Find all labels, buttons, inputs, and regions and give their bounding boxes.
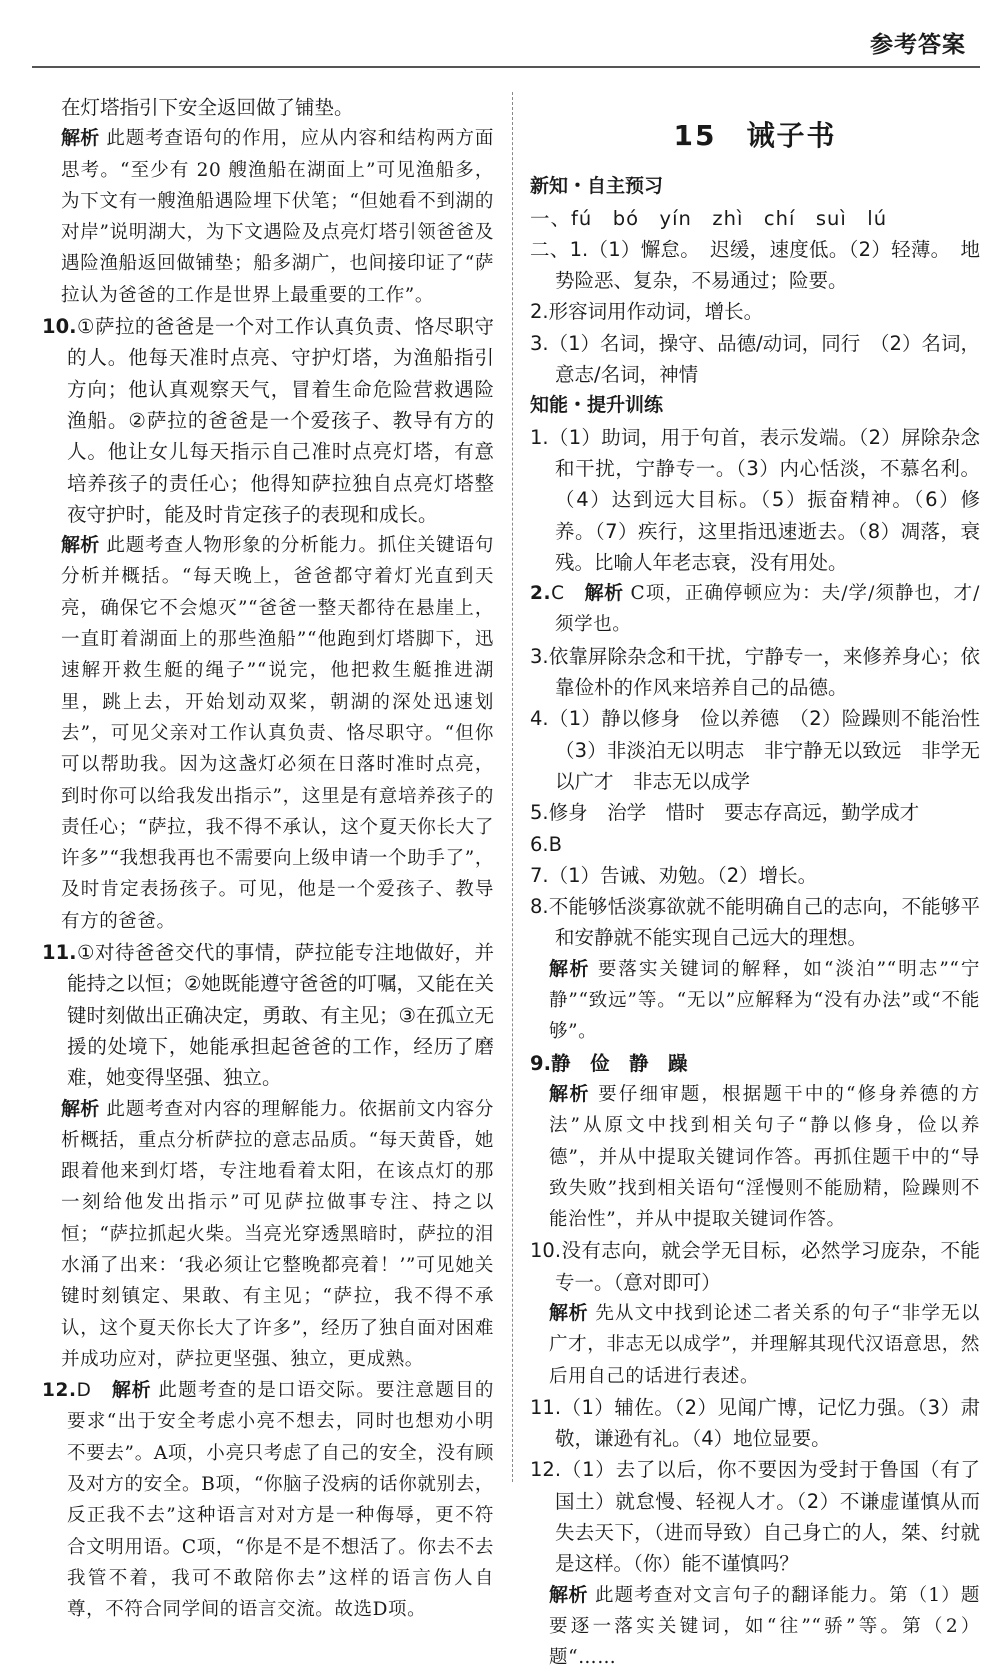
training-answer-1: 1.（1）助词，用于句首，表示发端。（2）屏除杂念和干扰，宁静专一。（3）内心恬淡，不慕名利。（4）达到远大目标。（5）振奋精神。（6）修养。（7）疾行，这里指迅速逝去。（8）凋落，衰残。比喻人年老志衰，没有用处。 (530, 425, 980, 574)
section-training-heading: 知能・提升训练 (530, 394, 664, 417)
q10-answer (42, 311, 494, 530)
analysis-text: C项，正确停顿应为：夫/学/须静也，才/须学也。 (555, 583, 980, 636)
page-section-title: 参考答案 (870, 32, 966, 58)
training-answer-4: 4.（1）静以修身 俭以养德 （2）险躁则不能治性 （3）非淡泊无以明志 非宁静无以致远 非学无以广才 非志无以成学 (530, 707, 1000, 793)
answer-choice: C (551, 583, 565, 605)
analysis-text: 此题考查对文言句子的翻译能力。第（1）题要逐一落实关键词，如“往”“骄”等。第（2）题“…… (549, 1584, 980, 1669)
training-answer-9: 9.静 俭 静 躁 (530, 1051, 688, 1075)
analysis-text: 此题考查人物形象的分析能力。抓住关键语句分析并概括。“每天晚上，爸爸都守着灯光直到天亮，确保它不会熄灭”“爸爸一整天都待在悬崖上，一直盯着湖面上的那些渔船”“他跑到灯塔脚下，迅速解开救生艇的绳子”“说完，他把救生艇推进湖里，跳上去，开始划动双桨，朝湖的深处迅速划去”，可见父亲对工作认真负责、恪尽职守。“但你可以帮助我。因为这盏灯必须在日落时准时点亮，到时你可以给我发出指示”，这里是有意培养孩子的责任心；“萨拉，我不得不承认，这个夏天你长大了许多”“我想我再也不需要向上级申请一个助手了”，及时肯定表扬孩子。可见，他是一个爱孩子、教导有方的爸爸。 (61, 535, 494, 932)
training-answer-7: 7.（1）告诫、劝勉。（2）增长。 (530, 863, 818, 887)
training-answer-6: 6.B (530, 832, 562, 856)
continued-answer: 在灯塔指引下安全返回做了铺垫。 (61, 96, 354, 119)
question-number: 11. (42, 941, 77, 965)
question-number: 2. (530, 583, 552, 605)
left-column (42, 92, 494, 1626)
training-answer-12: 12.（1）去了以后，你不要因为受封于鲁国（有了国土）就怠慢、轻视人才。（2）不谦虚谨慎从而失去天下，（进而导致）自己身亡的人，桀、纣就是这样。（你）能不谨慎吗？ (530, 1458, 980, 1576)
analysis-text: 此题考查的是口语交际。要注意题目的要求“出于安全考虑小亮不想去，同时也想劝小明不要去”。A项，小亮只考虑了自己的安全，没有顾及对方的安全。B项，“你脑子没病的话你就别去，反正我不去”这种语言对对方是一种侮辱，更不符合文明用语。C项，“你是不是不想活了。你去不去我管不着，我可不敢陪你去”这样的语言伤人自尊，不符合同学间的语言交流。故选D项。 (67, 1380, 494, 1621)
analysis-text: 此题考查对内容的理解能力。依据前文内容分析概括，重点分析萨拉的意志品质。“每天黄昏，她跟着他来到灯塔，专注地看着太阳，在该点灯的那一刻给他发出指示”可见萨拉做事专注、持之以恒；“萨拉抓起火柴。当亮光穿透黑暗时，萨拉的泪水涌了出来：‘我必须让它整晚都亮着！’”可见她关键时刻镇定、果敢、有主见；“萨拉，我不得不承认，这个夏天你长大了许多”，经历了独自面对困难并成功应对，萨拉更坚强、独立，更成熟。 (61, 1098, 494, 1370)
analysis-label: 解析 (549, 957, 590, 980)
preview-answer-3: 3.（1）名词，操守、品德/动词，同行 （2）名词，意志/名词，神情 (530, 331, 980, 387)
preview-answer-1: 二、1.（1）懈怠。 迟缓，速度低。（2）轻薄。 地势险恶、复杂，不易通过；险要。 (530, 237, 980, 293)
q10-analysis (42, 530, 494, 937)
training-answer-2 (530, 578, 980, 641)
q12-answer (42, 1375, 494, 1625)
question-number: 12. (42, 1380, 77, 1402)
training-answer-11: 11.（1）辅佐。（2）见闻广博，记忆力强。（3）肃敬，谦逊有礼。（4）地位显要。 (530, 1395, 980, 1451)
training-analysis-8 (530, 954, 980, 1048)
analysis-text: 要落实关键词的解释，如“淡泊”“明志”“宁静”“致远”等。“无以”应解释为“没有办法”或“不能够”。 (549, 958, 980, 1043)
header-rule (32, 66, 980, 68)
analysis-label: 解析 (61, 1097, 100, 1120)
analysis-label: 解析 (61, 127, 100, 150)
analysis-label: 解析 (61, 534, 100, 557)
training-answer-10: 10.没有志向，就会学无目标，必然学习庞杂，不能专一。（意对即可） (530, 1239, 980, 1294)
analysis-label: 解析 (549, 1082, 591, 1105)
analysis-label: 解析 (584, 582, 624, 605)
right-column (530, 92, 1000, 1674)
analysis-text: 此题考查语句的作用，应从内容和结构两方面思考。“至少有 20 艘渔船在湖面上”可见渔船多，为下文有一艘渔船遇险埋下伏笔；“但她看不到湖的对岸”说明湖大，为下文遇险及点亮灯塔引领爸爸及遇险渔船返回做铺垫；船多湖广，也间接印证了“萨拉认为爸爸的工作是世界上最重要的工作”。 (61, 128, 494, 306)
training-analysis-10 (530, 1298, 980, 1392)
column-divider (512, 92, 513, 1482)
analysis-text: 要仔细审题，根据题干中的“修身养德的方法”从原文中找到相关句子“静以修身，俭以养德”，并从中提取关键词作答。再抓住题干中的“导致失败”找到相关语句“淫慢则不能励精，险躁则不能治性”，并从中提取关键词作答。 (549, 1083, 980, 1231)
training-answer-5: 5.修身 治学 惜时 要志存高远，勤学成才 (530, 801, 920, 825)
training-analysis-12 (530, 1580, 980, 1674)
training-answer-8: 8.不能够恬淡寡欲就不能明确自己的志向，不能够平和安静就不能实现自己远大的理想。 (530, 895, 980, 950)
q9-analysis (42, 123, 494, 311)
analysis-label: 解析 (549, 1301, 589, 1324)
section-preview-heading: 新知・自主预习 (530, 175, 664, 198)
preview-answer-2: 2.形容词用作动词，增长。 (530, 300, 764, 324)
answer-text: ①萨拉的爸爸是一个对工作认真负责、恪尽职守的人。他每天准时点亮、守护灯塔，为渔船指引方向；他认真观察天气，冒着生命危险营救遇险渔船。②萨拉的爸爸是一个爱孩子、教导有方的人。他让女儿每天指示自己准时点亮灯塔，有意培养孩子的责任心；他得知萨拉独自点亮灯塔整夜守护时，能及时肯定孩子的表现和成长。 (67, 315, 494, 526)
question-number: 10. (42, 315, 77, 339)
training-analysis-9 (530, 1079, 980, 1235)
training-answer-3: 3.依靠屏除杂念和干扰，宁静专一，来修养身心；依靠俭朴的作风来培养自己的品德。 (530, 644, 980, 700)
answer-choice: D (76, 1380, 92, 1402)
q11-analysis (42, 1094, 494, 1376)
analysis-label: 解析 (111, 1379, 152, 1402)
analysis-label: 解析 (549, 1583, 589, 1606)
q11-answer (42, 937, 494, 1093)
page-header (0, 0, 1000, 70)
answer-text: ①对待爸爸交代的事情，萨拉能专注地做好，并能持之以恒；②她既能遵守爸爸的叮嘱，又能在关键时刻做出正确决定，勇敢、有主见；③在孤立无援的处境下，她能承担起爸爸的工作，经历了磨难，她变得坚强、独立。 (67, 941, 494, 1090)
analysis-text: 先从文中找到论述二者关系的句子“非学无以广才，非志无以成学”，并理解其现代汉语意思，然后用自己的话进行表述。 (549, 1302, 980, 1387)
lesson-title: 15 诫子书 (673, 119, 837, 152)
pinyin-answers: 一、fú bó yín zhì chí suì lú (530, 206, 888, 230)
